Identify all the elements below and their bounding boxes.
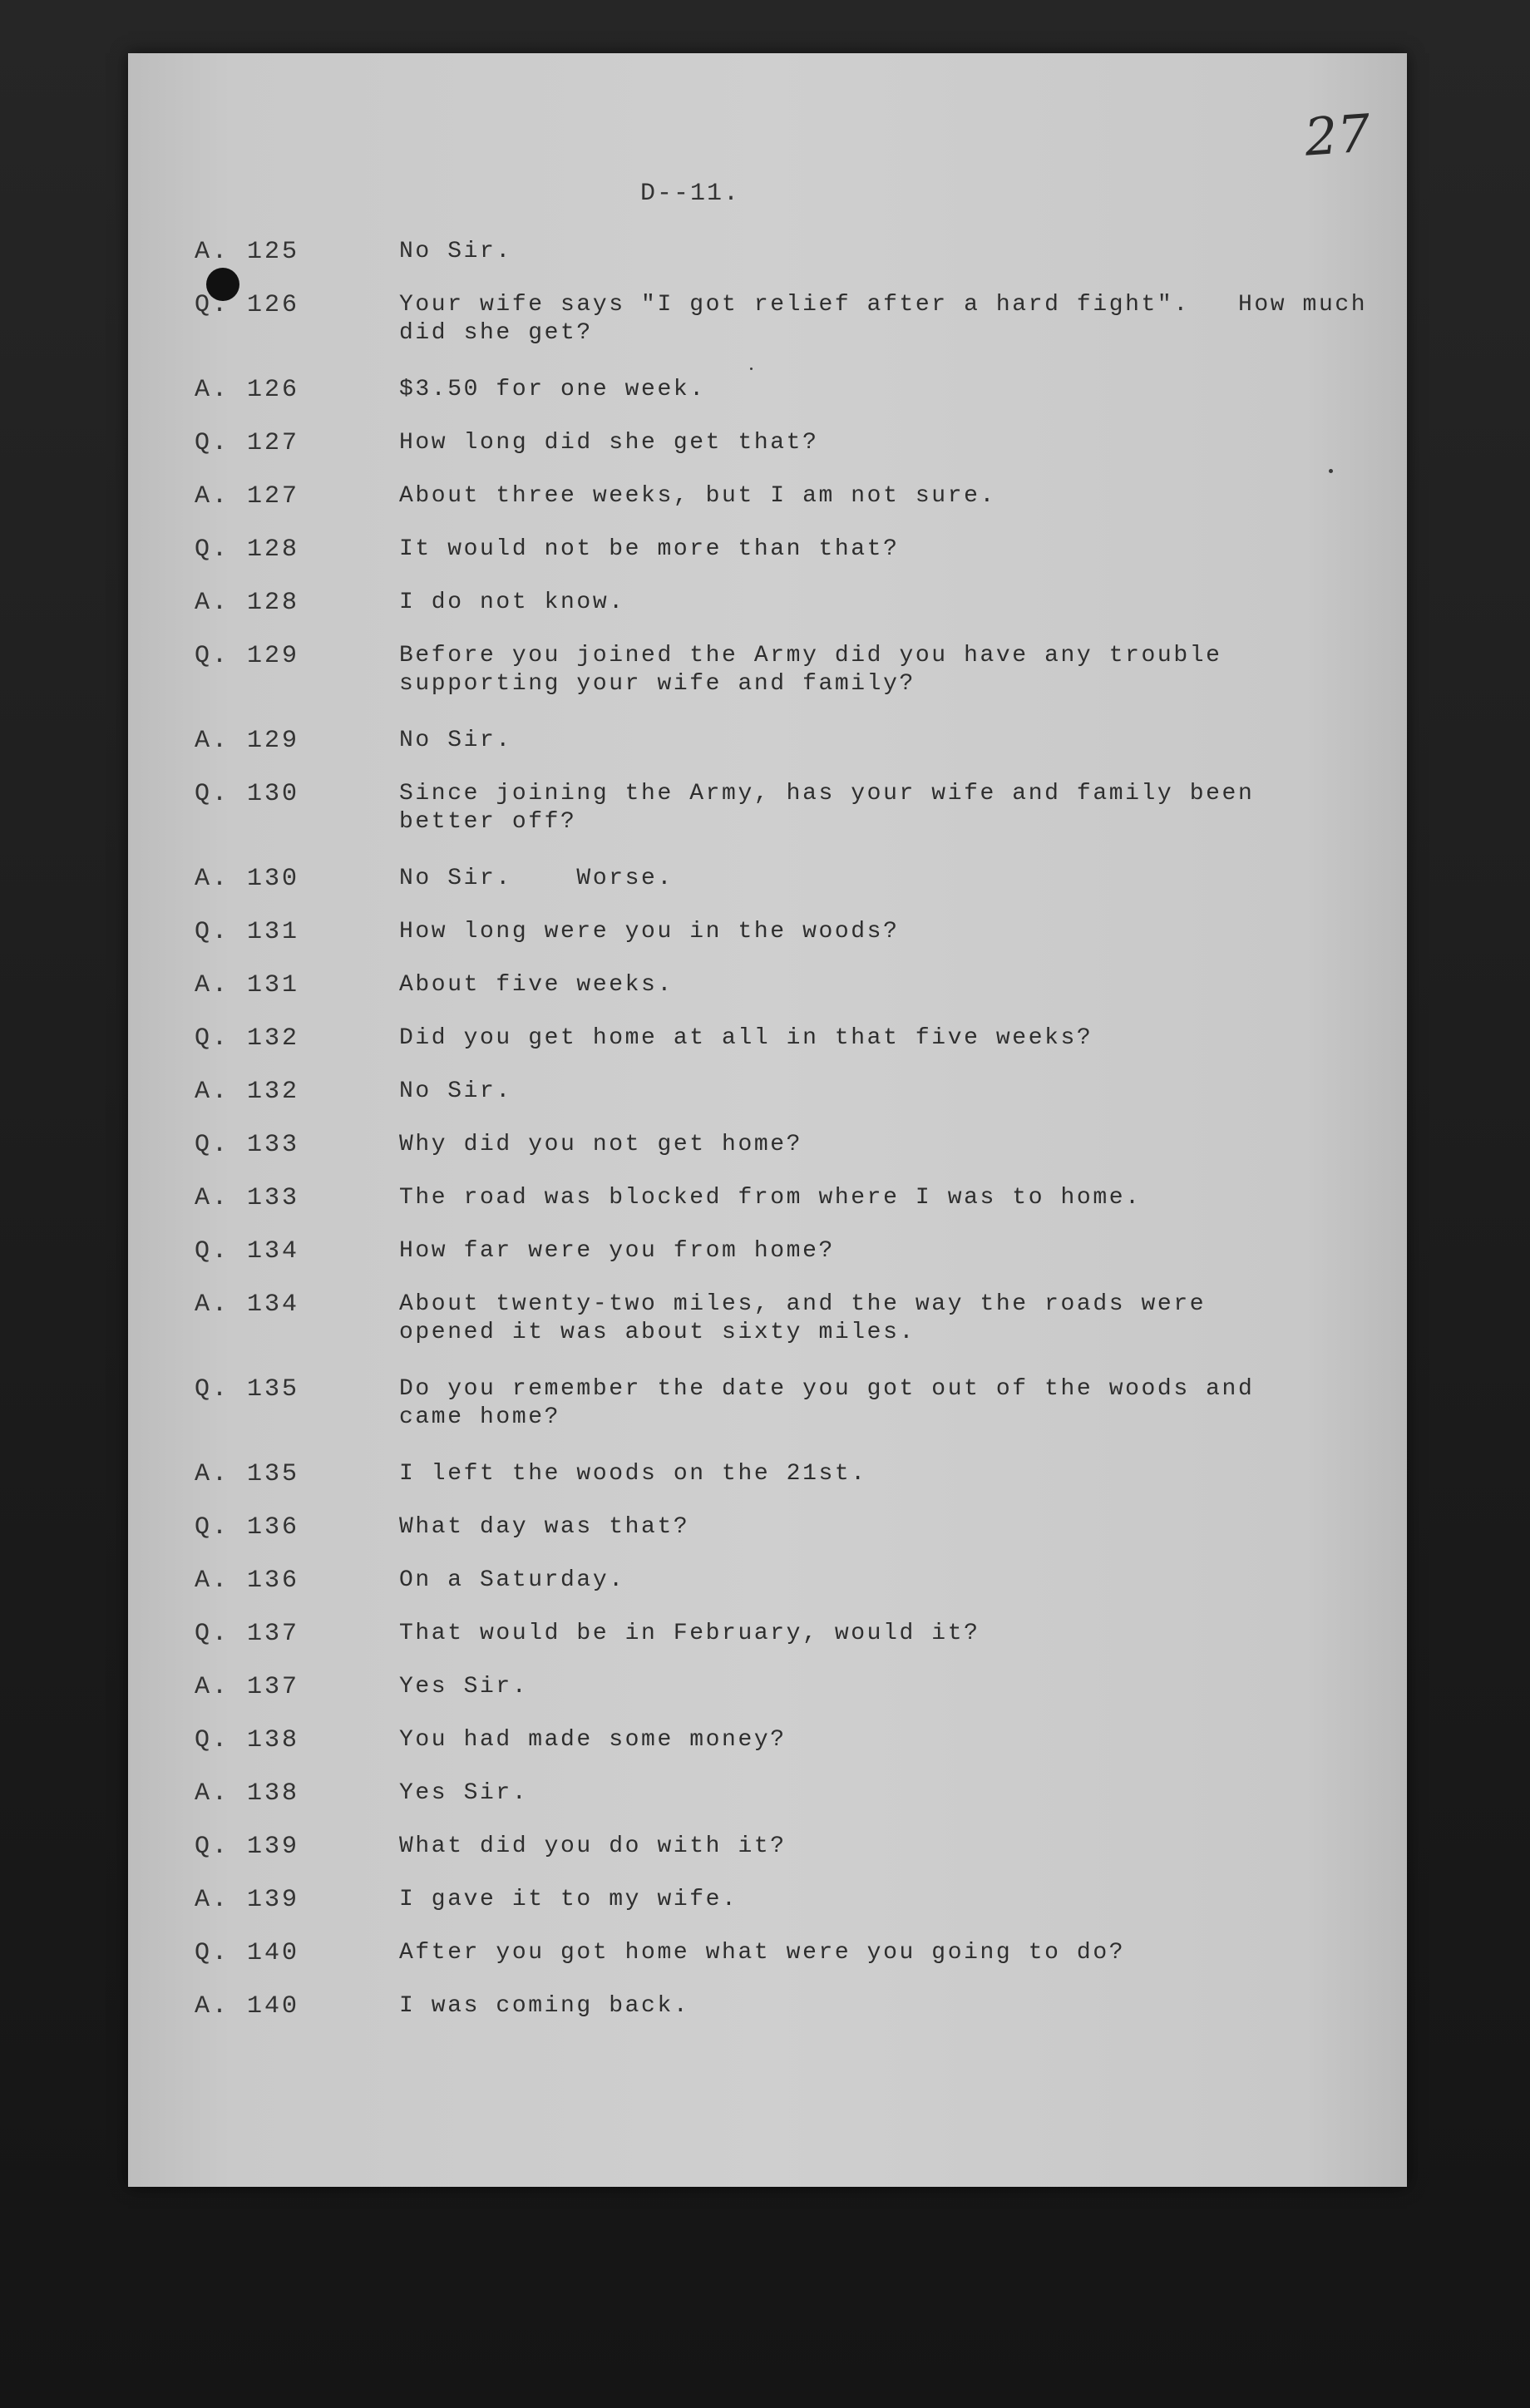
entry-text: Since joining the Army, has your wife and family been better off? — [399, 781, 1255, 835]
entry-number: A. 138 — [195, 1779, 300, 1808]
entry-text: No Sir. — [399, 728, 512, 753]
entry-number: Q. 131 — [195, 918, 300, 946]
entry-number: A. 125 — [195, 238, 300, 266]
entry-text: You had made some money? — [399, 1727, 787, 1753]
entry-number: A. 140 — [195, 1992, 300, 2021]
entry-number: Q. 133 — [195, 1131, 300, 1159]
entry-number: Q. 140 — [195, 1939, 300, 1967]
entry-number: A. 128 — [195, 589, 300, 617]
handwritten-page-number: 27 — [1302, 102, 1373, 168]
entry-number: Q. 126 — [195, 291, 300, 319]
entry-number: Q. 136 — [195, 1513, 300, 1542]
entry-number: A. 135 — [195, 1460, 300, 1488]
entry-number: A. 130 — [195, 865, 300, 893]
entry-text: After you got home what were you going to do? — [399, 1940, 1126, 1966]
document-page — [128, 53, 1407, 2187]
entry-number: A. 126 — [195, 376, 300, 404]
entry-number: Q. 134 — [195, 1237, 300, 1266]
entry-number: A. 127 — [195, 482, 300, 511]
entry-text: About twenty-two miles, and the way the roads were opened it was about sixty miles. — [399, 1291, 1207, 1345]
entry-number: Q. 129 — [195, 642, 300, 670]
entry-text: How long were you in the woods? — [399, 919, 900, 945]
entry-text: Did you get home at all in that five weeks? — [399, 1025, 1093, 1051]
entry-text: I left the woods on the 21st. — [399, 1461, 867, 1487]
entry-number: A. 137 — [195, 1673, 300, 1701]
entry-number: A. 132 — [195, 1078, 300, 1106]
entry-number: A. 134 — [195, 1290, 300, 1319]
entry-text: No Sir. — [399, 1078, 512, 1104]
entry-number: A. 139 — [195, 1886, 300, 1914]
entry-text: Do you remember the date you got out of the woods and came home? — [399, 1376, 1255, 1430]
entry-number: Q. 127 — [195, 429, 300, 457]
entry-text: Before you joined the Army did you have any trouble supporting your wife and family? — [399, 643, 1222, 697]
entry-text: On a Saturday. — [399, 1567, 625, 1593]
entry-text: It would not be more than that? — [399, 536, 900, 562]
entry-number: A. 136 — [195, 1567, 300, 1595]
entry-number: A. 133 — [195, 1184, 300, 1212]
entry-text: $3.50 for one week. — [399, 377, 706, 402]
entry-text: About three weeks, but I am not sure. — [399, 483, 996, 509]
entry-text: Your wife says "I got relief after a hard fight". How much did she get? — [399, 292, 1368, 346]
entry-text: Why did you not get home? — [399, 1132, 803, 1157]
entry-text: Yes Sir. — [399, 1674, 529, 1700]
entry-text: What day was that? — [399, 1514, 690, 1540]
entry-text: That would be in February, would it? — [399, 1621, 980, 1646]
entry-number: Q. 137 — [195, 1620, 300, 1648]
entry-text: What did you do with it? — [399, 1833, 787, 1859]
entry-number: Q. 139 — [195, 1833, 300, 1861]
entry-text: I gave it to my wife. — [399, 1887, 738, 1912]
entry-text: The road was blocked from where I was to home. — [399, 1185, 1142, 1211]
entry-number: Q. 128 — [195, 535, 300, 564]
entry-text: I do not know. — [399, 590, 625, 615]
entry-text: How long did she get that? — [399, 430, 819, 456]
entry-number: Q. 135 — [195, 1375, 300, 1404]
entry-number: Q. 130 — [195, 780, 300, 808]
entry-number: Q. 132 — [195, 1024, 300, 1053]
entry-text: How far were you from home? — [399, 1238, 835, 1264]
entry-text: Yes Sir. — [399, 1780, 529, 1806]
entry-text: I was coming back. — [399, 1993, 690, 2019]
entry-text: No Sir. — [399, 239, 512, 264]
page-title: D--11. — [640, 180, 741, 208]
qa-list — [128, 53, 1407, 2187]
entry-number: Q. 138 — [195, 1726, 300, 1754]
entry-text: No Sir. Worse. — [399, 866, 674, 891]
entry-number: A. 129 — [195, 727, 300, 755]
entry-number: A. 131 — [195, 971, 300, 999]
entry-text: About five weeks. — [399, 972, 674, 998]
